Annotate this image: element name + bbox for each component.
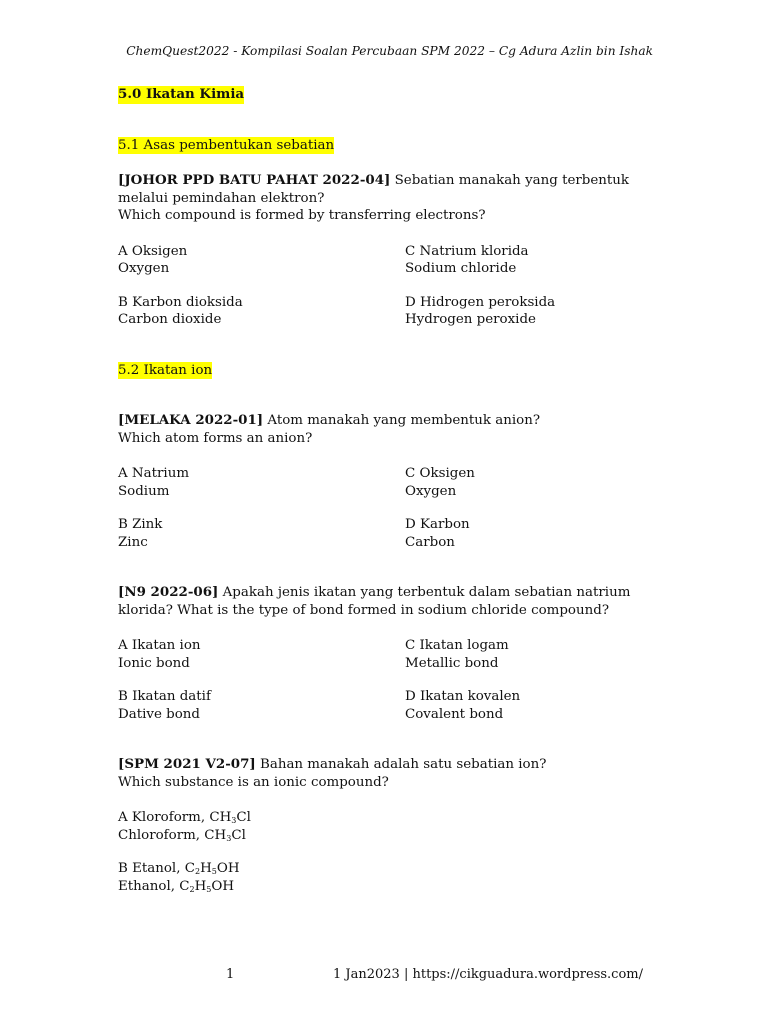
- option-b: B Karbon dioksida Carbon dioxide: [118, 294, 243, 327]
- option-d: D Karbon Carbon: [405, 517, 470, 550]
- question-1-text-en: Which compound is formed by transferring electrons?: [118, 208, 486, 223]
- question-2-text-en: Which atom forms an anion?: [118, 430, 313, 446]
- footer-date-url: 1 Jan2023 | https://cikguadura.wordpress.com/: [333, 967, 643, 982]
- question-3-options: [118, 637, 658, 723]
- question-3: [118, 584, 658, 723]
- chapter-title: 5.0 Ikatan Kimia: [118, 86, 245, 102]
- question-2-options: [118, 465, 658, 551]
- question-4-text-ms: Bahan manakah adalah satu sebatian ion?: [255, 757, 547, 772]
- option-b: B Zink Zinc: [118, 517, 163, 550]
- option-d: D Ikatan kovalen Covalent bond: [405, 689, 521, 722]
- option-a: A Oksigen Oxygen: [118, 243, 188, 276]
- question-4-tag: [SPM 2021 V2-07]: [118, 756, 256, 772]
- option-d: D Hidrogen peroksida Hydrogen peroxide: [405, 294, 556, 327]
- section-title-5-2: 5.2 Ikatan ion: [118, 362, 213, 378]
- option-c: C Natrium klorida Sodium chloride: [405, 243, 529, 276]
- option-b: B Ikatan datif Dative bond: [118, 689, 211, 722]
- question-4: [118, 756, 658, 895]
- option-a: A Natrium Sodium: [118, 466, 190, 499]
- page-number: 1: [226, 967, 235, 982]
- question-2-text-ms: Atom manakah yang membentuk anion?: [263, 413, 541, 428]
- question-1-options: [118, 243, 658, 329]
- question-1-text-ms: Sebatian manakah yang terbentuk melalui pemindahan elektron?: [118, 173, 630, 206]
- option-c: C Ikatan logam Metallic bond: [405, 638, 509, 671]
- question-3-text: Apakah jenis ikatan yang terbentuk dalam sebatian natrium klorida? What is the type of bond formed in sodium chloride compound?: [118, 585, 631, 618]
- question-4-text-en: Which substance is an ionic compound?: [118, 774, 389, 790]
- question-3-tag: [N9 2022-06]: [118, 584, 219, 600]
- option-a: A Ikatan ion Ionic bond: [118, 638, 201, 671]
- page-content: [118, 86, 658, 895]
- question-2-tag: [MELAKA 2022-01]: [118, 412, 264, 428]
- running-header: ChemQuest2022 - Kompilasi Soalan Percubaan SPM 2022 – Cg Adura Azlin bin Ishak: [126, 44, 653, 58]
- question-2: [118, 412, 658, 551]
- section-title-5-1: 5.1 Asas pembentukan sebatian: [118, 137, 335, 153]
- option-c: C Oksigen Oxygen: [405, 466, 475, 499]
- option-b: B Etanol, $C_2H_5OH$ Ethanol, $C_2H_5OH$: [118, 861, 240, 894]
- question-1-tag: [JOHOR PPD BATU PAHAT 2022-04]: [118, 172, 391, 188]
- question-1: [118, 172, 658, 329]
- option-a: A Kloroform, $CH_3Cl$ Chloroform, $CH_3Cl$: [118, 810, 251, 843]
